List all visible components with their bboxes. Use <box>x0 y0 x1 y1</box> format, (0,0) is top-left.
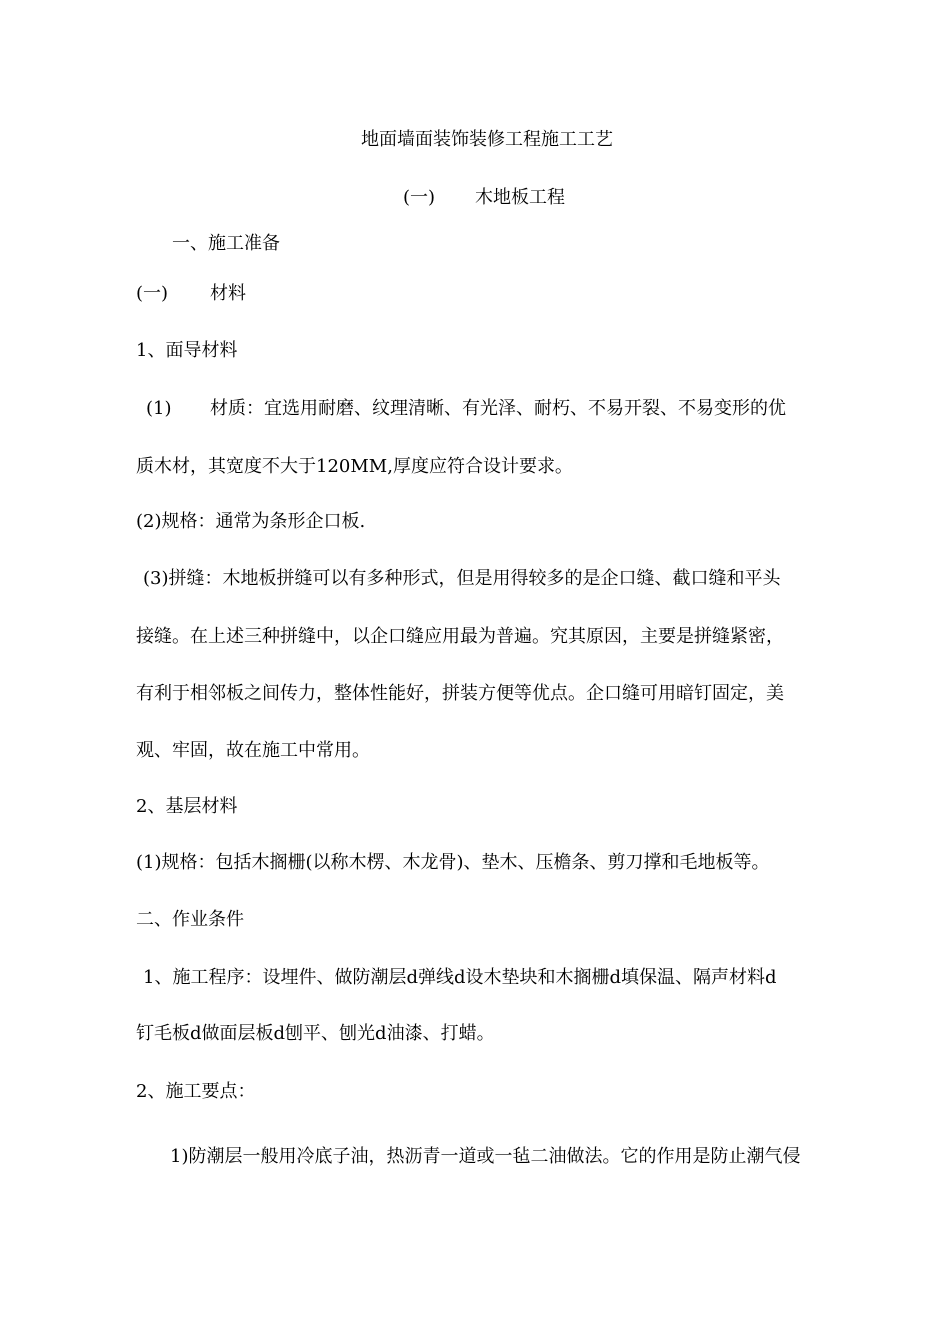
paragraph-specification: (2)规格：通常为条形企口板. <box>136 511 366 532</box>
document-title: 地面墙面装饰装修工程施工工艺 <box>361 129 613 150</box>
paragraph-line: 观、牢固，故在施工中常用。 <box>136 740 370 761</box>
paragraph-text: 材质：宜选用耐磨、纹理清晰、有光泽、耐朽、不易开裂、不易变形的优 <box>210 398 786 419</box>
section-title: 木地板工程 <box>475 187 565 208</box>
paragraph-base-specification: (1)规格：包括木搁栅(以称木楞、木龙骨)、垫木、压檐条、剪刀撑和毛地板等。 <box>136 852 770 873</box>
item-surface-materials: 1、面导材料 <box>136 340 238 361</box>
item-base-materials: 2、基层材料 <box>136 796 238 817</box>
paragraph-moisture-layer: 1)防潮层一般用冷底子油，热沥青一道或一毡二油做法。它的作用是防止潮气侵 <box>170 1146 801 1167</box>
paragraph-seams: (3)拼缝：木地板拼缝可以有多种形式，但是用得较多的是企口缝、截口缝和平头 <box>143 568 781 589</box>
heading-preparation: 一、施工准备 <box>172 233 280 254</box>
section-number: (一) <box>403 187 436 208</box>
paragraph-material-quality <box>146 397 786 421</box>
heading-work-conditions: 二、作业条件 <box>136 909 244 930</box>
section-heading <box>403 186 565 210</box>
subheading-materials <box>136 282 246 306</box>
paragraph-line: 钉毛板d做面层板d刨平、刨光d油漆、打蜡。 <box>136 1023 495 1044</box>
subheading-text: 材料 <box>210 283 246 304</box>
paragraph-line: 质木材，其宽度不大于120MM,厚度应符合设计要求。 <box>136 456 573 477</box>
paragraph-line: 接缝。在上述三种拼缝中，以企口缝应用最为普遍。究其原因，主要是拼缝紧密， <box>136 626 784 647</box>
paragraph-number: (1) <box>146 398 172 419</box>
paragraph-line: 有利于相邻板之间传力，整体性能好，拼装方便等优点。企口缝可用暗钉固定，美 <box>136 683 784 704</box>
paragraph-procedure: 1、施工程序：设埋件、做防潮层d弹线d设木垫块和木搁栅d填保温、隔声材料d <box>143 967 777 988</box>
item-key-points: 2、施工要点： <box>136 1081 256 1102</box>
subheading-number: (一) <box>136 283 169 304</box>
